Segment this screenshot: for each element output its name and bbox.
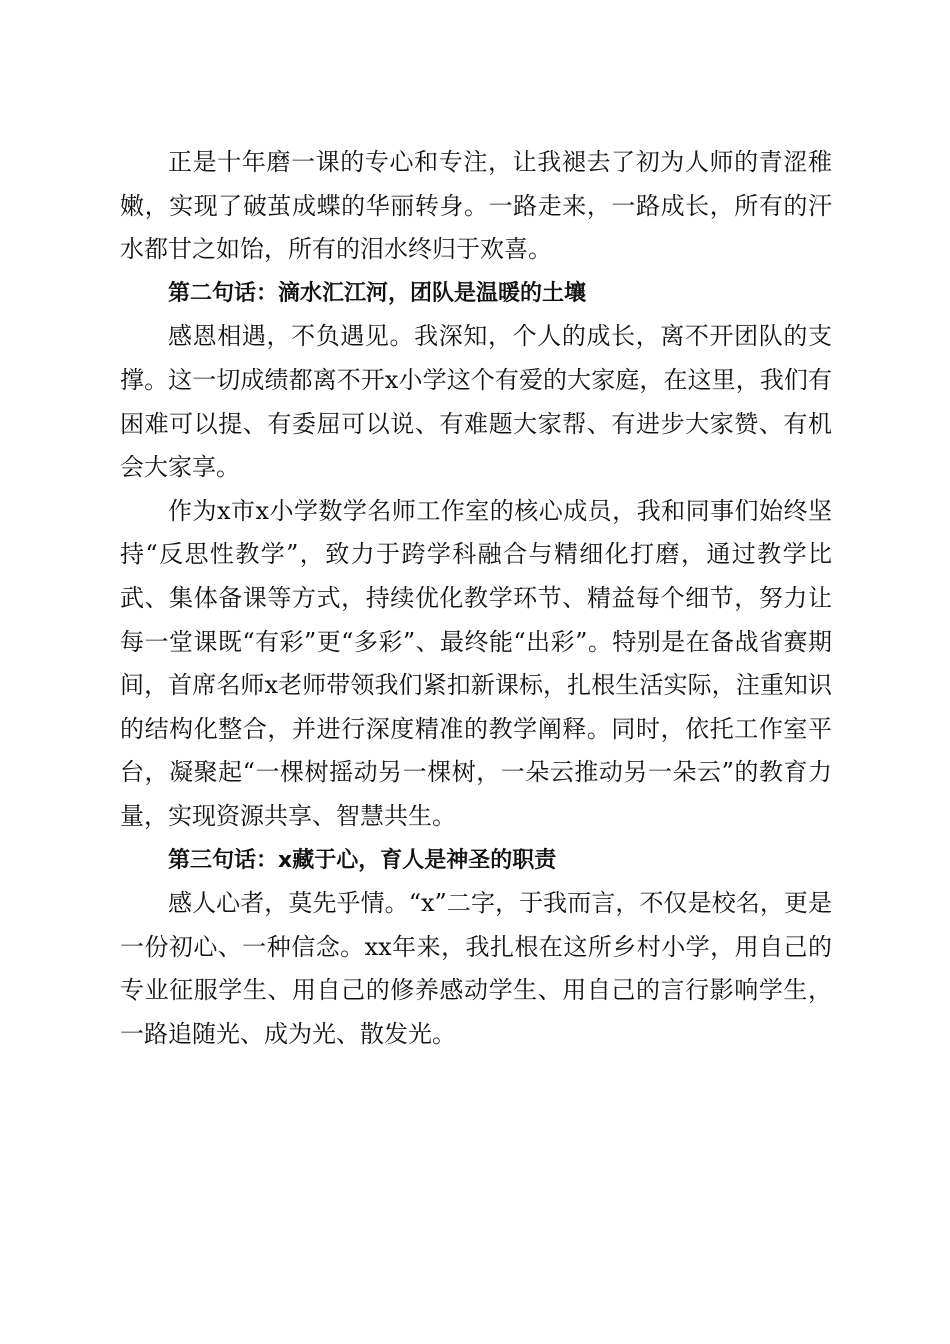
section-heading-3: 第三句话：x藏于心，育人是神圣的职责: [168, 847, 557, 873]
paragraph-transformation: 正是十年磨一课的专心和专注，让我褪去了初为人师的青涩稚嫩，实现了破茧成蝶的华丽转身。一路走来，一路成长，所有的汗水都甘之如饴，所有的泪水终归于欢喜。: [120, 148, 832, 264]
paragraph-original-aspiration: 感人心者，莫先乎情。“x”二字，于我而言，不仅是校名，更是一份初心、一种信念。xx年来，我扎根在这所乡村小学，用自己的专业征服学生、用自己的修养感动学生、用自己的言行影响学生，一路追随光、成为光、散发光。: [120, 889, 832, 1048]
paragraph-studio-member: 作为x市x小学数学名师工作室的核心成员，我和同事们始终坚持“反思性教学”，致力于跨学科融合与精细化打磨，通过教学比武、集体备课等方式，持续优化教学环节、精益每个细节，努力让每一堂课既“有彩”更“多彩”、最终能“出彩”。特别是在备战省赛期间，首席名师x老师带领我们紧扣新课标，扎根生活实际，注重知识的结构化整合，并进行深度精准的教学阐释。同时，依托工作室平台，凝聚起“一棵树摇动另一棵树，一朵云推动另一朵云”的教育力量，实现资源共享、智慧共生。: [120, 496, 832, 830]
document-body: [120, 141, 832, 1056]
paragraph-team-support: 感恩相遇，不负遇见。我深知，个人的成长，离不开团队的支撑。这一切成绩都离不开x小学这个有爱的大家庭，在这里，我们有困难可以提、有委屈可以说、有难题大家帮、有进步大家赞、有机会大家享。: [120, 322, 832, 482]
section-heading-2: 第二句话：滴水汇江河，团队是温暖的土壤: [168, 280, 587, 306]
